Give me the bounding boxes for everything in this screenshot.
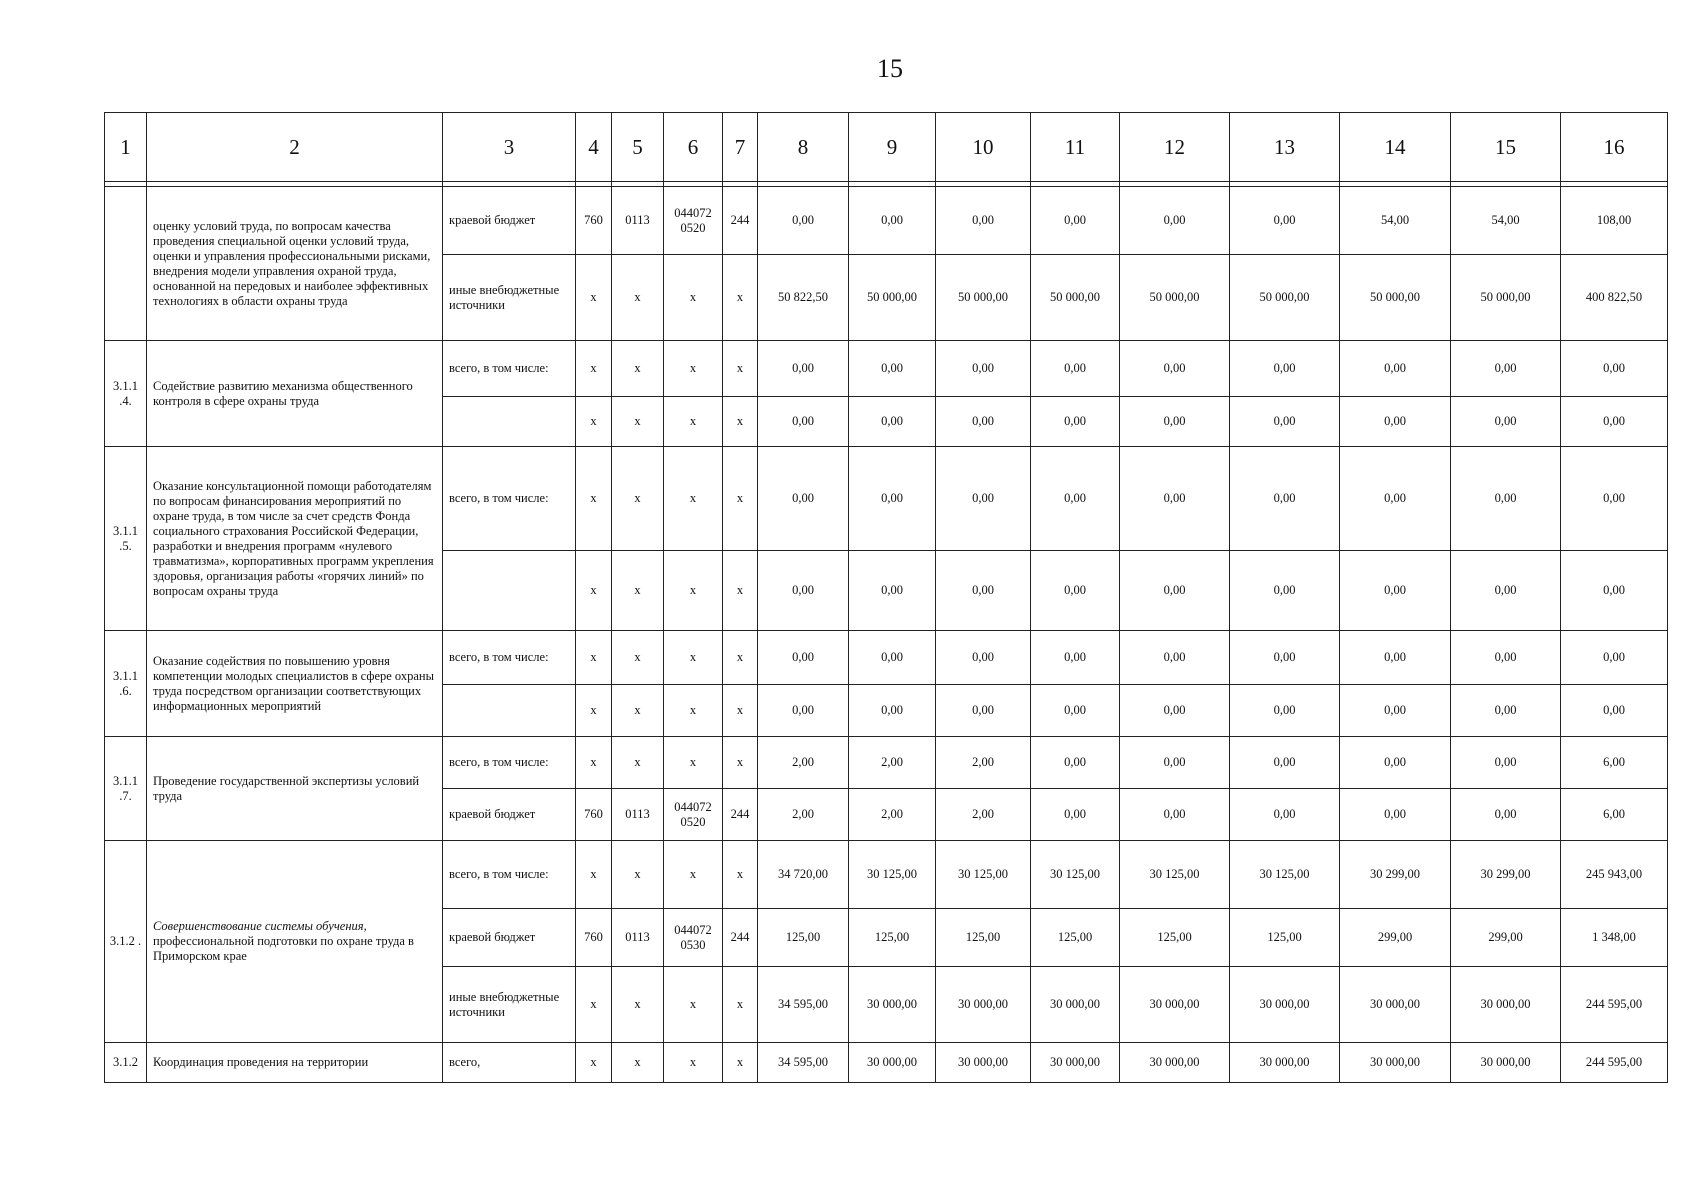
item-code: 3.1.2 bbox=[105, 1043, 147, 1083]
amount-cell: 0,00 bbox=[758, 187, 849, 255]
amount-cell: 30 000,00 bbox=[936, 967, 1031, 1043]
column-number-header: 13 bbox=[1230, 113, 1340, 182]
amount-cell: 0,00 bbox=[849, 397, 936, 447]
amount-cell: 0,00 bbox=[1120, 685, 1230, 737]
amount-cell: 0,00 bbox=[1340, 551, 1451, 631]
column-number-header: 2 bbox=[147, 113, 443, 182]
expense-type-code: x bbox=[723, 631, 758, 685]
column-number-header: 6 bbox=[664, 113, 723, 182]
admin-code: x bbox=[576, 397, 612, 447]
amount-cell: 0,00 bbox=[1340, 685, 1451, 737]
funding-source: краевой бюджет bbox=[443, 187, 576, 255]
amount-cell: 50 000,00 bbox=[1120, 255, 1230, 341]
item-code: 3.1.1 .7. bbox=[105, 737, 147, 841]
amount-cell: 2,00 bbox=[758, 737, 849, 789]
amount-cell: 0,00 bbox=[1561, 447, 1668, 551]
expense-type-code: 244 bbox=[723, 909, 758, 967]
section-code: 0113 bbox=[612, 789, 664, 841]
amount-cell: 2,00 bbox=[758, 789, 849, 841]
table-body bbox=[105, 113, 1668, 1083]
amount-cell: 34 595,00 bbox=[758, 1043, 849, 1083]
amount-cell: 0,00 bbox=[1561, 397, 1668, 447]
amount-cell: 244 595,00 bbox=[1561, 967, 1668, 1043]
amount-cell: 54,00 bbox=[1451, 187, 1561, 255]
section-code: x bbox=[612, 447, 664, 551]
funding-source bbox=[443, 685, 576, 737]
amount-cell: 0,00 bbox=[1031, 631, 1120, 685]
section-code: x bbox=[612, 631, 664, 685]
column-number-header: 9 bbox=[849, 113, 936, 182]
amount-cell: 125,00 bbox=[758, 909, 849, 967]
amount-cell: 54,00 bbox=[1340, 187, 1451, 255]
amount-cell: 0,00 bbox=[758, 631, 849, 685]
amount-cell: 0,00 bbox=[1340, 447, 1451, 551]
amount-cell: 244 595,00 bbox=[1561, 1043, 1668, 1083]
table-row bbox=[105, 841, 1668, 909]
column-number-header: 4 bbox=[576, 113, 612, 182]
amount-cell: 0,00 bbox=[1340, 341, 1451, 397]
amount-cell: 2,00 bbox=[936, 789, 1031, 841]
admin-code: x bbox=[576, 551, 612, 631]
expense-type-code: x bbox=[723, 841, 758, 909]
amount-cell: 50 000,00 bbox=[1230, 255, 1340, 341]
admin-code: 760 bbox=[576, 187, 612, 255]
section-code: x bbox=[612, 967, 664, 1043]
target-code: 044072 0520 bbox=[664, 187, 723, 255]
expense-type-code: x bbox=[723, 397, 758, 447]
amount-cell: 0,00 bbox=[1340, 789, 1451, 841]
amount-cell: 30 000,00 bbox=[849, 1043, 936, 1083]
item-code bbox=[105, 187, 147, 341]
item-name: Оказание содействия по повышению уровня компетенции молодых специалистов в сфере охраны труда посредством организации соответствующих информационных мероприятий bbox=[147, 631, 443, 737]
admin-code: 760 bbox=[576, 789, 612, 841]
item-name-italic-part: Совершенствование системы обучения, bbox=[153, 919, 367, 933]
column-number-header: 10 bbox=[936, 113, 1031, 182]
target-code: x bbox=[664, 447, 723, 551]
amount-cell: 0,00 bbox=[936, 551, 1031, 631]
amount-cell: 0,00 bbox=[1230, 187, 1340, 255]
admin-code: x bbox=[576, 685, 612, 737]
item-code: 3.1.2 . bbox=[105, 841, 147, 1043]
amount-cell: 0,00 bbox=[1451, 631, 1561, 685]
table-row bbox=[105, 187, 1668, 255]
target-code: x bbox=[664, 737, 723, 789]
amount-cell: 30 000,00 bbox=[1340, 1043, 1451, 1083]
expense-type-code: x bbox=[723, 967, 758, 1043]
expense-type-code: x bbox=[723, 255, 758, 341]
section-code: x bbox=[612, 685, 664, 737]
admin-code: x bbox=[576, 255, 612, 341]
amount-cell: 30 125,00 bbox=[1031, 841, 1120, 909]
target-code: 044072 0530 bbox=[664, 909, 723, 967]
admin-code: x bbox=[576, 447, 612, 551]
amount-cell: 245 943,00 bbox=[1561, 841, 1668, 909]
funding-source: всего, bbox=[443, 1043, 576, 1083]
amount-cell: 0,00 bbox=[1230, 631, 1340, 685]
item-name: оценку условий труда, по вопросам качества проведения специальной оценки условий труда, оценки и управления профессиональными рисками, внедрения модели управления охраной труда, основанной на передовых и наиболее эффективных технологиях в области охраны труда bbox=[147, 187, 443, 341]
item-code: 3.1.1 .4. bbox=[105, 341, 147, 447]
amount-cell: 30 000,00 bbox=[1340, 967, 1451, 1043]
column-number-header: 11 bbox=[1031, 113, 1120, 182]
amount-cell: 0,00 bbox=[1120, 341, 1230, 397]
amount-cell: 125,00 bbox=[1031, 909, 1120, 967]
amount-cell: 0,00 bbox=[1120, 789, 1230, 841]
amount-cell: 0,00 bbox=[849, 187, 936, 255]
amount-cell: 30 000,00 bbox=[1230, 1043, 1340, 1083]
funding-source: краевой бюджет bbox=[443, 909, 576, 967]
admin-code: x bbox=[576, 341, 612, 397]
amount-cell: 0,00 bbox=[1561, 685, 1668, 737]
amount-cell: 30 000,00 bbox=[1230, 967, 1340, 1043]
amount-cell: 0,00 bbox=[936, 341, 1031, 397]
item-name: Оказание консультационной помощи работодателям по вопросам финансирования мероприятий по охране труда, в том числе за счет средств Фонда социального страхования Российской Федерации, разработки и внедрения программ «нулевого травматизма», корпоративных программ укрепления здоровья, организация работы «горячих линий» по вопросам охраны труда bbox=[147, 447, 443, 631]
amount-cell: 0,00 bbox=[1031, 187, 1120, 255]
section-code: x bbox=[612, 1043, 664, 1083]
amount-cell: 0,00 bbox=[849, 447, 936, 551]
admin-code: x bbox=[576, 841, 612, 909]
amount-cell: 125,00 bbox=[1120, 909, 1230, 967]
amount-cell: 6,00 bbox=[1561, 737, 1668, 789]
amount-cell: 0,00 bbox=[758, 397, 849, 447]
amount-cell: 108,00 bbox=[1561, 187, 1668, 255]
amount-cell: 0,00 bbox=[936, 685, 1031, 737]
amount-cell: 30 000,00 bbox=[936, 1043, 1031, 1083]
amount-cell: 0,00 bbox=[1031, 447, 1120, 551]
table-row bbox=[105, 631, 1668, 685]
amount-cell: 0,00 bbox=[1451, 551, 1561, 631]
amount-cell: 125,00 bbox=[936, 909, 1031, 967]
funding-source bbox=[443, 397, 576, 447]
expense-type-code: 244 bbox=[723, 789, 758, 841]
amount-cell: 0,00 bbox=[849, 631, 936, 685]
amount-cell: 50 822,50 bbox=[758, 255, 849, 341]
amount-cell: 30 299,00 bbox=[1451, 841, 1561, 909]
budget-table bbox=[104, 112, 1668, 1083]
amount-cell: 30 125,00 bbox=[1230, 841, 1340, 909]
amount-cell: 0,00 bbox=[1340, 737, 1451, 789]
section-code: x bbox=[612, 841, 664, 909]
funding-source: всего, в том числе: bbox=[443, 341, 576, 397]
section-code: x bbox=[612, 737, 664, 789]
amount-cell: 0,00 bbox=[1451, 737, 1561, 789]
amount-cell: 30 000,00 bbox=[1451, 1043, 1561, 1083]
target-code: x bbox=[664, 341, 723, 397]
header-row bbox=[105, 113, 1668, 182]
admin-code: x bbox=[576, 967, 612, 1043]
amount-cell: 0,00 bbox=[1120, 187, 1230, 255]
section-code: 0113 bbox=[612, 909, 664, 967]
amount-cell: 0,00 bbox=[1561, 631, 1668, 685]
item-code: 3.1.1 .6. bbox=[105, 631, 147, 737]
admin-code: x bbox=[576, 1043, 612, 1083]
amount-cell: 0,00 bbox=[1230, 551, 1340, 631]
target-code: x bbox=[664, 685, 723, 737]
amount-cell: 30 125,00 bbox=[1120, 841, 1230, 909]
amount-cell: 50 000,00 bbox=[936, 255, 1031, 341]
item-name: Проведение государственной экспертизы условий труда bbox=[147, 737, 443, 841]
amount-cell: 0,00 bbox=[1031, 737, 1120, 789]
amount-cell: 6,00 bbox=[1561, 789, 1668, 841]
amount-cell: 0,00 bbox=[1230, 447, 1340, 551]
expense-type-code: x bbox=[723, 341, 758, 397]
amount-cell: 0,00 bbox=[1230, 685, 1340, 737]
amount-cell: 34 595,00 bbox=[758, 967, 849, 1043]
amount-cell: 2,00 bbox=[849, 737, 936, 789]
amount-cell: 0,00 bbox=[1451, 685, 1561, 737]
amount-cell: 0,00 bbox=[1340, 397, 1451, 447]
expense-type-code: x bbox=[723, 447, 758, 551]
amount-cell: 125,00 bbox=[1230, 909, 1340, 967]
section-code: 0113 bbox=[612, 187, 664, 255]
amount-cell: 0,00 bbox=[1120, 397, 1230, 447]
item-name: Координация проведения на территории bbox=[147, 1043, 443, 1083]
amount-cell: 2,00 bbox=[936, 737, 1031, 789]
amount-cell: 0,00 bbox=[1451, 447, 1561, 551]
expense-type-code: x bbox=[723, 685, 758, 737]
amount-cell: 0,00 bbox=[936, 397, 1031, 447]
target-code: x bbox=[664, 551, 723, 631]
amount-cell: 0,00 bbox=[758, 685, 849, 737]
item-name bbox=[147, 841, 443, 1043]
item-code: 3.1.1 .5. bbox=[105, 447, 147, 631]
admin-code: x bbox=[576, 631, 612, 685]
amount-cell: 0,00 bbox=[758, 341, 849, 397]
target-code: 044072 0520 bbox=[664, 789, 723, 841]
admin-code: x bbox=[576, 737, 612, 789]
amount-cell: 299,00 bbox=[1340, 909, 1451, 967]
amount-cell: 1 348,00 bbox=[1561, 909, 1668, 967]
column-number-header: 1 bbox=[105, 113, 147, 182]
funding-source: всего, в том числе: bbox=[443, 631, 576, 685]
amount-cell: 125,00 bbox=[849, 909, 936, 967]
funding-source: всего, в том числе: bbox=[443, 737, 576, 789]
amount-cell: 0,00 bbox=[1230, 341, 1340, 397]
expense-type-code: 244 bbox=[723, 187, 758, 255]
amount-cell: 0,00 bbox=[758, 447, 849, 551]
amount-cell: 0,00 bbox=[1031, 397, 1120, 447]
amount-cell: 0,00 bbox=[849, 685, 936, 737]
amount-cell: 0,00 bbox=[1451, 397, 1561, 447]
table-row bbox=[105, 447, 1668, 551]
amount-cell: 2,00 bbox=[849, 789, 936, 841]
expense-type-code: x bbox=[723, 1043, 758, 1083]
amount-cell: 0,00 bbox=[936, 631, 1031, 685]
amount-cell: 0,00 bbox=[1031, 685, 1120, 737]
page-number: 15 bbox=[877, 54, 903, 83]
column-number-header: 7 bbox=[723, 113, 758, 182]
column-number-header: 12 bbox=[1120, 113, 1230, 182]
section-code: x bbox=[612, 397, 664, 447]
funding-source: всего, в том числе: bbox=[443, 447, 576, 551]
funding-source: краевой бюджет bbox=[443, 789, 576, 841]
section-code: x bbox=[612, 551, 664, 631]
table-row bbox=[105, 1043, 1668, 1083]
amount-cell: 0,00 bbox=[1451, 341, 1561, 397]
section-code: x bbox=[612, 341, 664, 397]
amount-cell: 0,00 bbox=[1120, 737, 1230, 789]
amount-cell: 0,00 bbox=[1031, 789, 1120, 841]
amount-cell: 0,00 bbox=[936, 187, 1031, 255]
column-number-header: 16 bbox=[1561, 113, 1668, 182]
amount-cell: 0,00 bbox=[1451, 789, 1561, 841]
amount-cell: 0,00 bbox=[1120, 447, 1230, 551]
amount-cell: 34 720,00 bbox=[758, 841, 849, 909]
section-code: x bbox=[612, 255, 664, 341]
target-code: x bbox=[664, 967, 723, 1043]
target-code: x bbox=[664, 841, 723, 909]
amount-cell: 0,00 bbox=[1230, 737, 1340, 789]
amount-cell: 50 000,00 bbox=[1451, 255, 1561, 341]
amount-cell: 50 000,00 bbox=[1340, 255, 1451, 341]
amount-cell: 0,00 bbox=[1120, 551, 1230, 631]
target-code: x bbox=[664, 1043, 723, 1083]
amount-cell: 30 000,00 bbox=[1120, 967, 1230, 1043]
target-code: x bbox=[664, 397, 723, 447]
amount-cell: 50 000,00 bbox=[849, 255, 936, 341]
amount-cell: 0,00 bbox=[758, 551, 849, 631]
target-code: x bbox=[664, 255, 723, 341]
amount-cell: 0,00 bbox=[936, 447, 1031, 551]
amount-cell: 0,00 bbox=[1230, 789, 1340, 841]
column-number-header: 3 bbox=[443, 113, 576, 182]
funding-source: иные внебюджетные источники bbox=[443, 255, 576, 341]
amount-cell: 0,00 bbox=[1031, 551, 1120, 631]
amount-cell: 30 000,00 bbox=[849, 967, 936, 1043]
funding-source: всего, в том числе: bbox=[443, 841, 576, 909]
amount-cell: 0,00 bbox=[1120, 631, 1230, 685]
funding-source bbox=[443, 551, 576, 631]
amount-cell: 30 299,00 bbox=[1340, 841, 1451, 909]
expense-type-code: x bbox=[723, 737, 758, 789]
table-row bbox=[105, 341, 1668, 397]
item-name: Содействие развитию механизма общественного контроля в сфере охраны труда bbox=[147, 341, 443, 447]
amount-cell: 299,00 bbox=[1451, 909, 1561, 967]
amount-cell: 0,00 bbox=[1031, 341, 1120, 397]
item-name-rest: профессиональной подготовки по охране труда в Приморском крае bbox=[153, 934, 414, 963]
amount-cell: 0,00 bbox=[1561, 341, 1668, 397]
amount-cell: 50 000,00 bbox=[1031, 255, 1120, 341]
column-number-header: 15 bbox=[1451, 113, 1561, 182]
amount-cell: 30 000,00 bbox=[1031, 967, 1120, 1043]
amount-cell: 30 000,00 bbox=[1120, 1043, 1230, 1083]
amount-cell: 0,00 bbox=[849, 551, 936, 631]
amount-cell: 400 822,50 bbox=[1561, 255, 1668, 341]
amount-cell: 0,00 bbox=[1340, 631, 1451, 685]
admin-code: 760 bbox=[576, 909, 612, 967]
column-number-header: 14 bbox=[1340, 113, 1451, 182]
amount-cell: 30 000,00 bbox=[1451, 967, 1561, 1043]
amount-cell: 30 125,00 bbox=[849, 841, 936, 909]
amount-cell: 0,00 bbox=[849, 341, 936, 397]
column-number-header: 8 bbox=[758, 113, 849, 182]
amount-cell: 30 000,00 bbox=[1031, 1043, 1120, 1083]
amount-cell: 0,00 bbox=[1230, 397, 1340, 447]
amount-cell: 0,00 bbox=[1561, 551, 1668, 631]
column-number-header: 5 bbox=[612, 113, 664, 182]
amount-cell: 30 125,00 bbox=[936, 841, 1031, 909]
funding-source: иные внебюджетные источники bbox=[443, 967, 576, 1043]
target-code: x bbox=[664, 631, 723, 685]
expense-type-code: x bbox=[723, 551, 758, 631]
table-row bbox=[105, 737, 1668, 789]
